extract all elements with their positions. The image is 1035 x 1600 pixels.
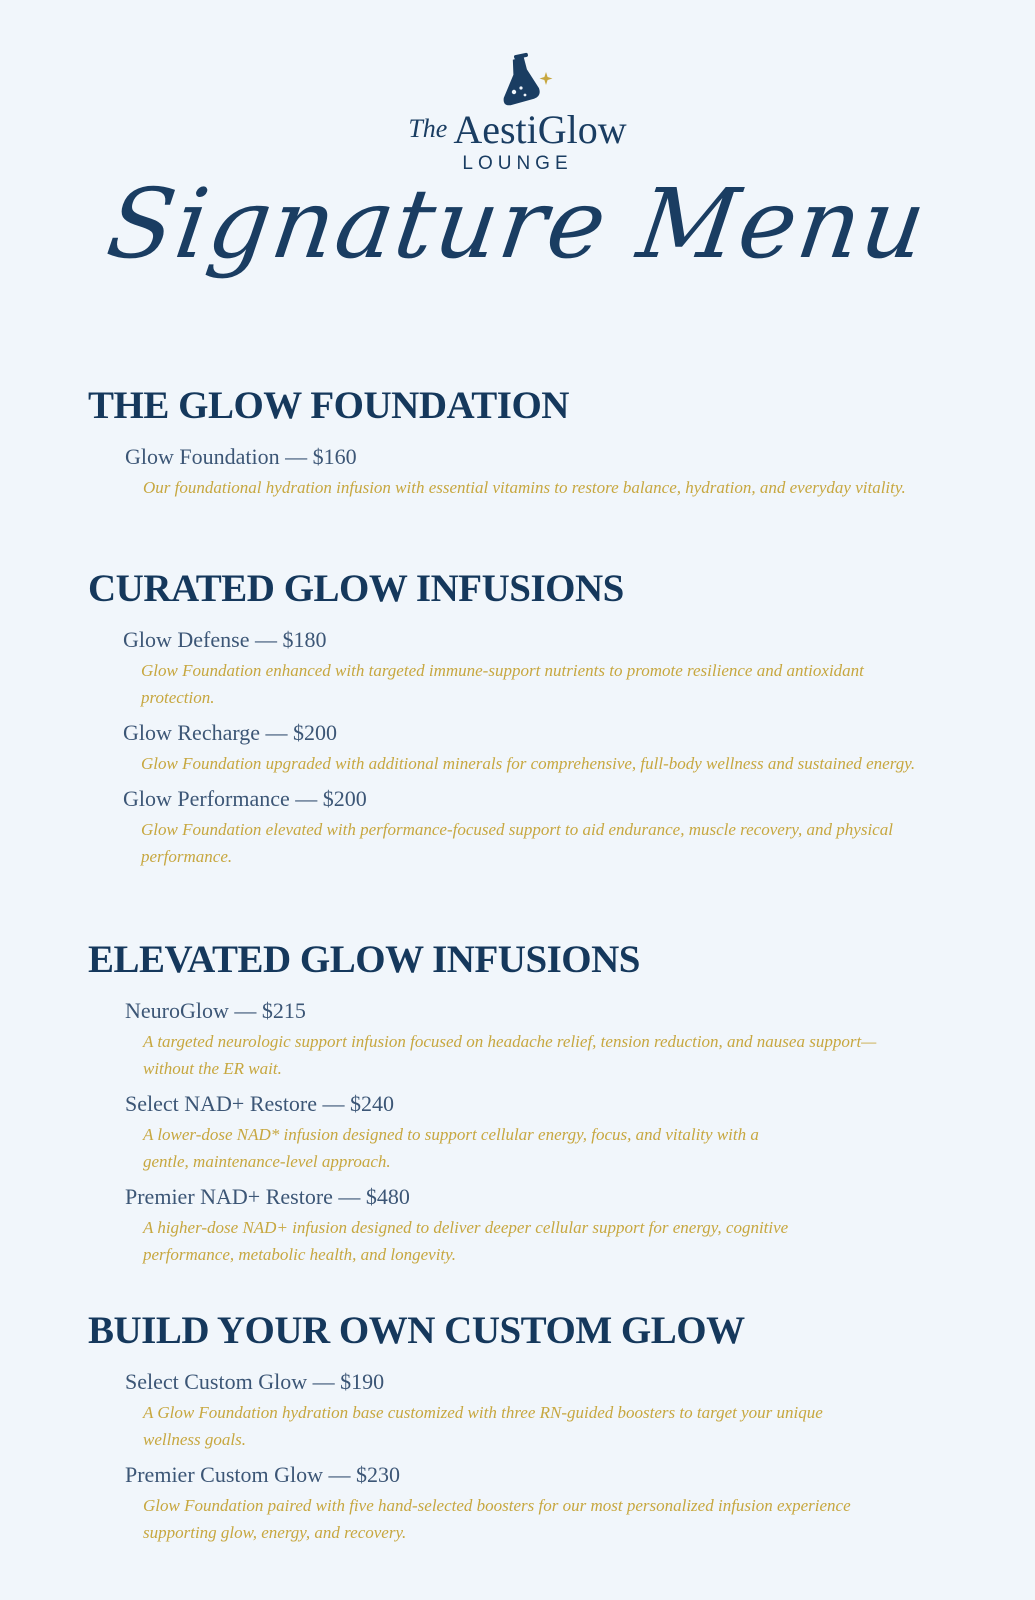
menu-item	[123, 788, 968, 870]
item-description: Glow Foundation elevated with performance-focused support to aid endurance, muscle recovery, and physical performance.	[141, 820, 893, 866]
section-build-your-own	[88, 1311, 968, 1546]
item-name: Glow Defense — $180	[123, 627, 327, 652]
item-description: A targeted neurologic support infusion focused on headache relief, tension reduction, and nausea support—without the ER wait.	[143, 1032, 877, 1078]
item-name: Select Custom Glow — $190	[125, 1369, 385, 1394]
item-name: Premier Custom Glow — $230	[125, 1462, 400, 1487]
item-description: A higher-dose NAD+ infusion designed to deliver deeper cellular support for energy, cognitive performance, metabolic health, and longevity.	[143, 1218, 789, 1264]
item-description: Glow Foundation paired with five hand-selected boosters for our most personalized infusion experience supporting glow, energy, and recovery.	[143, 1496, 851, 1542]
section-glow-foundation	[88, 386, 968, 501]
item-name: Glow Foundation — $160	[125, 444, 357, 469]
section-heading: CURATED GLOW INFUSIONS	[88, 567, 624, 610]
item-description: A Glow Foundation hydration base customized with three RN-guided boosters to target your unique wellness goals.	[143, 1403, 823, 1449]
section-heading: THE GLOW FOUNDATION	[88, 384, 569, 427]
item-name: Glow Recharge — $200	[123, 720, 338, 745]
item-description: A lower-dose NAD* infusion designed to support cellular energy, focus, and vitality with a gentle, maintenance-level approach.	[143, 1125, 759, 1171]
section-curated-glow-infusions	[88, 569, 968, 870]
page-title: Signature Menu	[100, 168, 935, 280]
item-description: Glow Foundation upgraded with additional minerals for comprehensive, full-body wellness and sustained energy.	[141, 754, 916, 773]
item-name: Premier NAD+ Restore — $480	[125, 1184, 410, 1209]
section-heading: ELEVATED GLOW INFUSIONS	[88, 938, 641, 981]
section-elevated-glow-infusions	[88, 940, 968, 1268]
item-description: Glow Foundation enhanced with targeted immune-support nutrients to promote resilience and antioxidant protection.	[141, 661, 864, 707]
menu-item	[125, 1464, 968, 1546]
brand-name: AestiGlow	[453, 107, 627, 152]
menu-item	[125, 1371, 968, 1453]
item-name: Glow Performance — $200	[123, 786, 367, 811]
menu-item	[125, 446, 968, 501]
item-description: Our foundational hydration infusion with essential vitamins to restore balance, hydration, and everyday vitality.	[143, 478, 906, 497]
item-name: NeuroGlow — $215	[125, 998, 306, 1023]
item-name: Select NAD+ Restore — $240	[125, 1091, 395, 1116]
menu-item	[125, 1000, 968, 1082]
menu-item	[123, 629, 968, 711]
brand-subtitle: LOUNGE	[462, 153, 573, 174]
brand-the: The	[408, 114, 448, 143]
menu-item	[123, 722, 968, 777]
brand-wordmark	[0, 106, 1035, 153]
menu-item	[125, 1186, 968, 1268]
menu-item	[125, 1093, 968, 1175]
flask-icon	[494, 48, 558, 108]
section-heading: BUILD YOUR OWN CUSTOM GLOW	[88, 1309, 745, 1352]
